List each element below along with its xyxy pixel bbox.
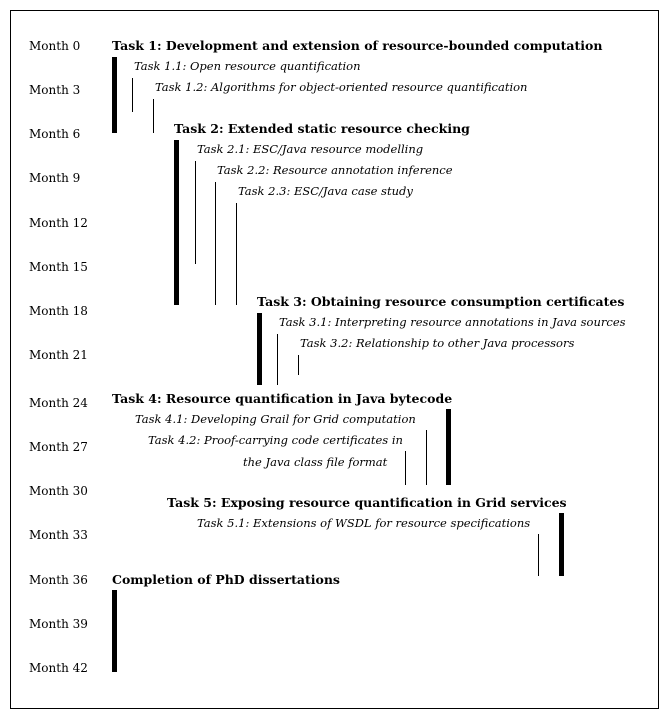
- month-label: Month 24: [29, 396, 88, 410]
- task-2-3-line: [236, 203, 237, 305]
- task-1-title: Task 1: Development and extension of resource-bounded computation: [112, 38, 603, 53]
- task-3-bar: [257, 313, 262, 385]
- task-4-2-label-line1: Task 4.2: Proof-carrying code certificates in: [148, 433, 403, 447]
- task-1-1-label: Task 1.1: Open resource quantification: [134, 59, 361, 73]
- month-label: Month 6: [29, 127, 81, 141]
- task-5-bar: [559, 513, 564, 576]
- task-2-1-label: Task 2.1: ESC/Java resource modelling: [197, 142, 424, 156]
- month-label: Month 9: [29, 171, 81, 185]
- completion-bar: [112, 590, 117, 672]
- month-label: Month 18: [29, 304, 88, 318]
- task-3-2-label: Task 3.2: Relationship to other Java processors: [300, 336, 575, 350]
- task-5-1-label: Task 5.1: Extensions of WSDL for resource specifications: [197, 516, 531, 530]
- task-2-1-line: [195, 161, 196, 264]
- chart-frame: [10, 10, 659, 709]
- task-4-title: Task 4: Resource quantification in Java bytecode: [112, 391, 453, 406]
- task-4-2-label-line2: the Java class file format: [243, 455, 388, 469]
- month-label: Month 42: [29, 661, 88, 675]
- task-5-title: Task 5: Exposing resource quantification in Grid services: [167, 495, 567, 510]
- completion-title: Completion of PhD dissertations: [112, 572, 340, 587]
- task-3-1-label: Task 3.1: Interpreting resource annotations in Java sources: [279, 315, 626, 329]
- task-4-bar: [446, 409, 451, 485]
- task-4-2-line: [405, 451, 406, 485]
- month-label: Month 21: [29, 348, 88, 362]
- task-1-1-line: [132, 78, 133, 112]
- month-label: Month 3: [29, 83, 81, 97]
- task-2-bar: [174, 140, 179, 305]
- month-label: Month 12: [29, 216, 88, 230]
- month-label: Month 30: [29, 484, 88, 498]
- task-2-title: Task 2: Extended static resource checking: [174, 121, 470, 136]
- task-1-2-line: [153, 99, 154, 133]
- task-4-1-label: Task 4.1: Developing Grail for Grid computation: [135, 412, 416, 426]
- task-2-2-label: Task 2.2: Resource annotation inference: [217, 163, 453, 177]
- task-3-1-line: [277, 334, 278, 385]
- task-4-1-line: [426, 430, 427, 485]
- month-label: Month 27: [29, 440, 88, 454]
- month-label: Month 33: [29, 528, 88, 542]
- task-2-2-line: [215, 182, 216, 305]
- task-1-bar: [112, 57, 117, 133]
- task-3-title: Task 3: Obtaining resource consumption certificates: [257, 294, 625, 309]
- task-1-2-label: Task 1.2: Algorithms for object-oriented resource quantification: [155, 80, 528, 94]
- task-3-2-line: [298, 355, 299, 375]
- task-2-3-label: Task 2.3: ESC/Java case study: [238, 184, 413, 198]
- month-label: Month 0: [29, 39, 81, 53]
- month-label: Month 36: [29, 573, 88, 587]
- task-5-1-line: [538, 534, 539, 576]
- month-label: Month 39: [29, 617, 88, 631]
- month-label: Month 15: [29, 260, 88, 274]
